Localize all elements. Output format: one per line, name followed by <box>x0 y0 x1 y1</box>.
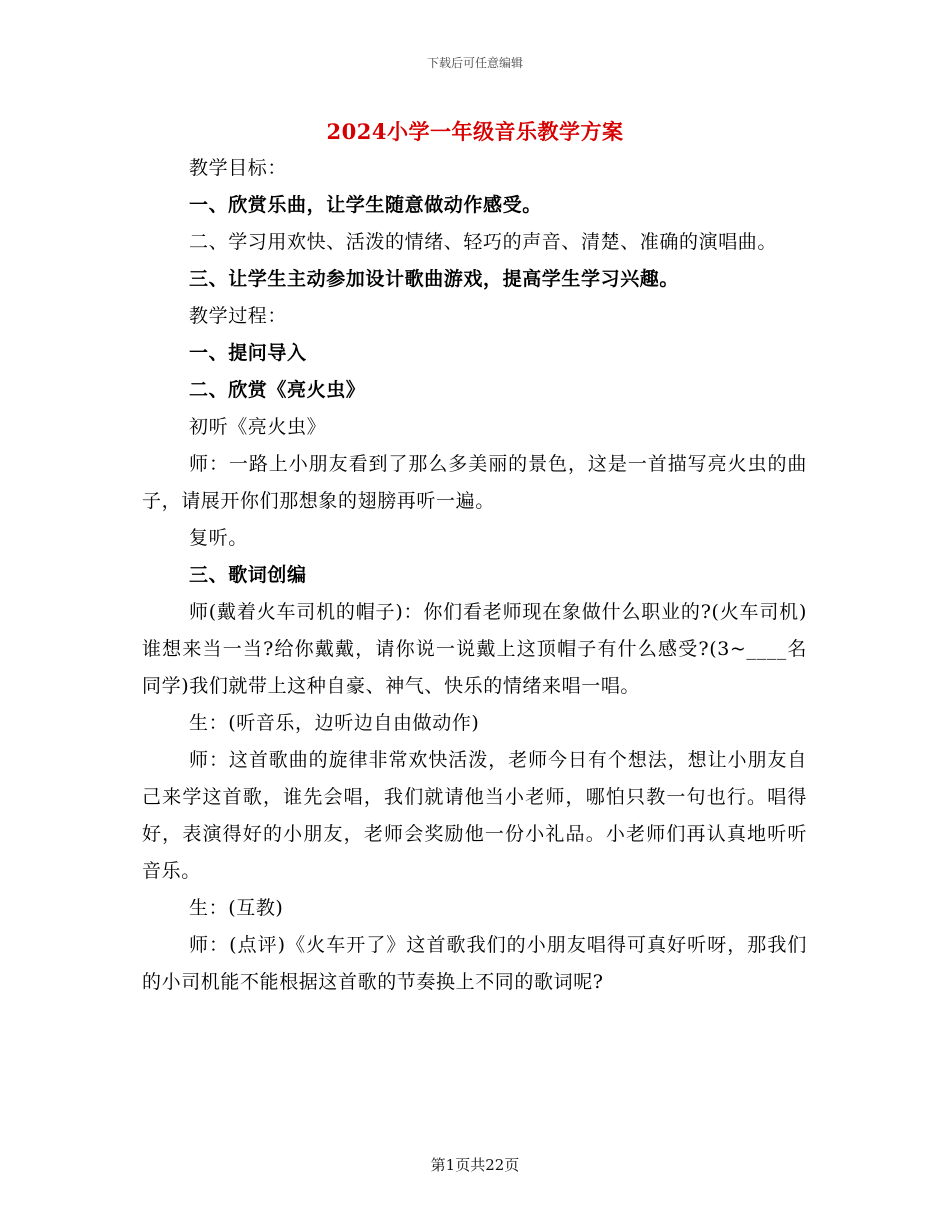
paragraph-teaching-goals-heading: 教学目标： <box>189 157 288 179</box>
document-title: 2024小学一年级音乐教学方案 <box>326 119 624 144</box>
paragraph-teacher-3: 师：这首歌曲的旋律非常欢快活泼，老师今日有个想法，想让小朋友自己来学这首歌，谁先会唱，我们就请他当小老师，哪怕只教一句也行。唱得好，表演得好的小朋友，老师会奖励他一份小礼品。小老师们再认真地听听音乐。 <box>142 749 807 882</box>
paragraph-step-3-heading: 三、歌词创编 <box>189 564 307 586</box>
paragraph-step-1-heading: 一、提问导入 <box>189 342 307 364</box>
paragraph-teacher-4: 师：(点评)《火车开了》这首歌我们的小朋友唱得可真好听呀，那我们的小司机能不能根据这首歌的节奏换上不同的歌词呢? <box>142 934 807 993</box>
paragraph-student-2: 生：(互教) <box>189 897 284 919</box>
paragraph-listen-again: 复听。 <box>189 527 248 549</box>
page-footer: 第1页共22页 <box>430 1156 520 1174</box>
paragraph-student-1: 生：(听音乐，边听边自由做动作) <box>189 712 480 734</box>
paragraph-teacher-1: 师：一路上小朋友看到了那么多美丽的景色，这是一首描写亮火虫的曲子，请展开你们那想象的翅膀再听一遍。 <box>142 453 807 512</box>
paragraph-teacher-2: 师(戴着火车司机的帽子)：你们看老师现在象做什么职业的?(火车司机)谁想来当一当?给你戴戴，请你说一说戴上这顶帽子有什么感受?(3~____名同学)我们就带上这种自豪、神气、快乐的情绪来唱一唱。 <box>142 601 807 697</box>
paragraph-goal-3: 三、让学生主动参加设计歌曲游戏，提高学生学习兴趣。 <box>189 268 680 290</box>
header-note: 下载后可任意编辑 <box>426 56 523 70</box>
paragraph-goal-1: 一、欣赏乐曲，让学生随意做动作感受。 <box>189 194 542 216</box>
paragraph-goal-2: 二、学习用欢快、活泼的情绪、轻巧的声音、清楚、准确的演唱曲。 <box>189 231 778 253</box>
paragraph-step-2-heading: 二、欣赏《亮火虫》 <box>189 379 366 401</box>
document-body <box>142 150 807 1001</box>
paragraph-first-listen: 初听《亮火虫》 <box>189 416 327 438</box>
paragraph-teaching-process-heading: 教学过程： <box>189 305 288 327</box>
